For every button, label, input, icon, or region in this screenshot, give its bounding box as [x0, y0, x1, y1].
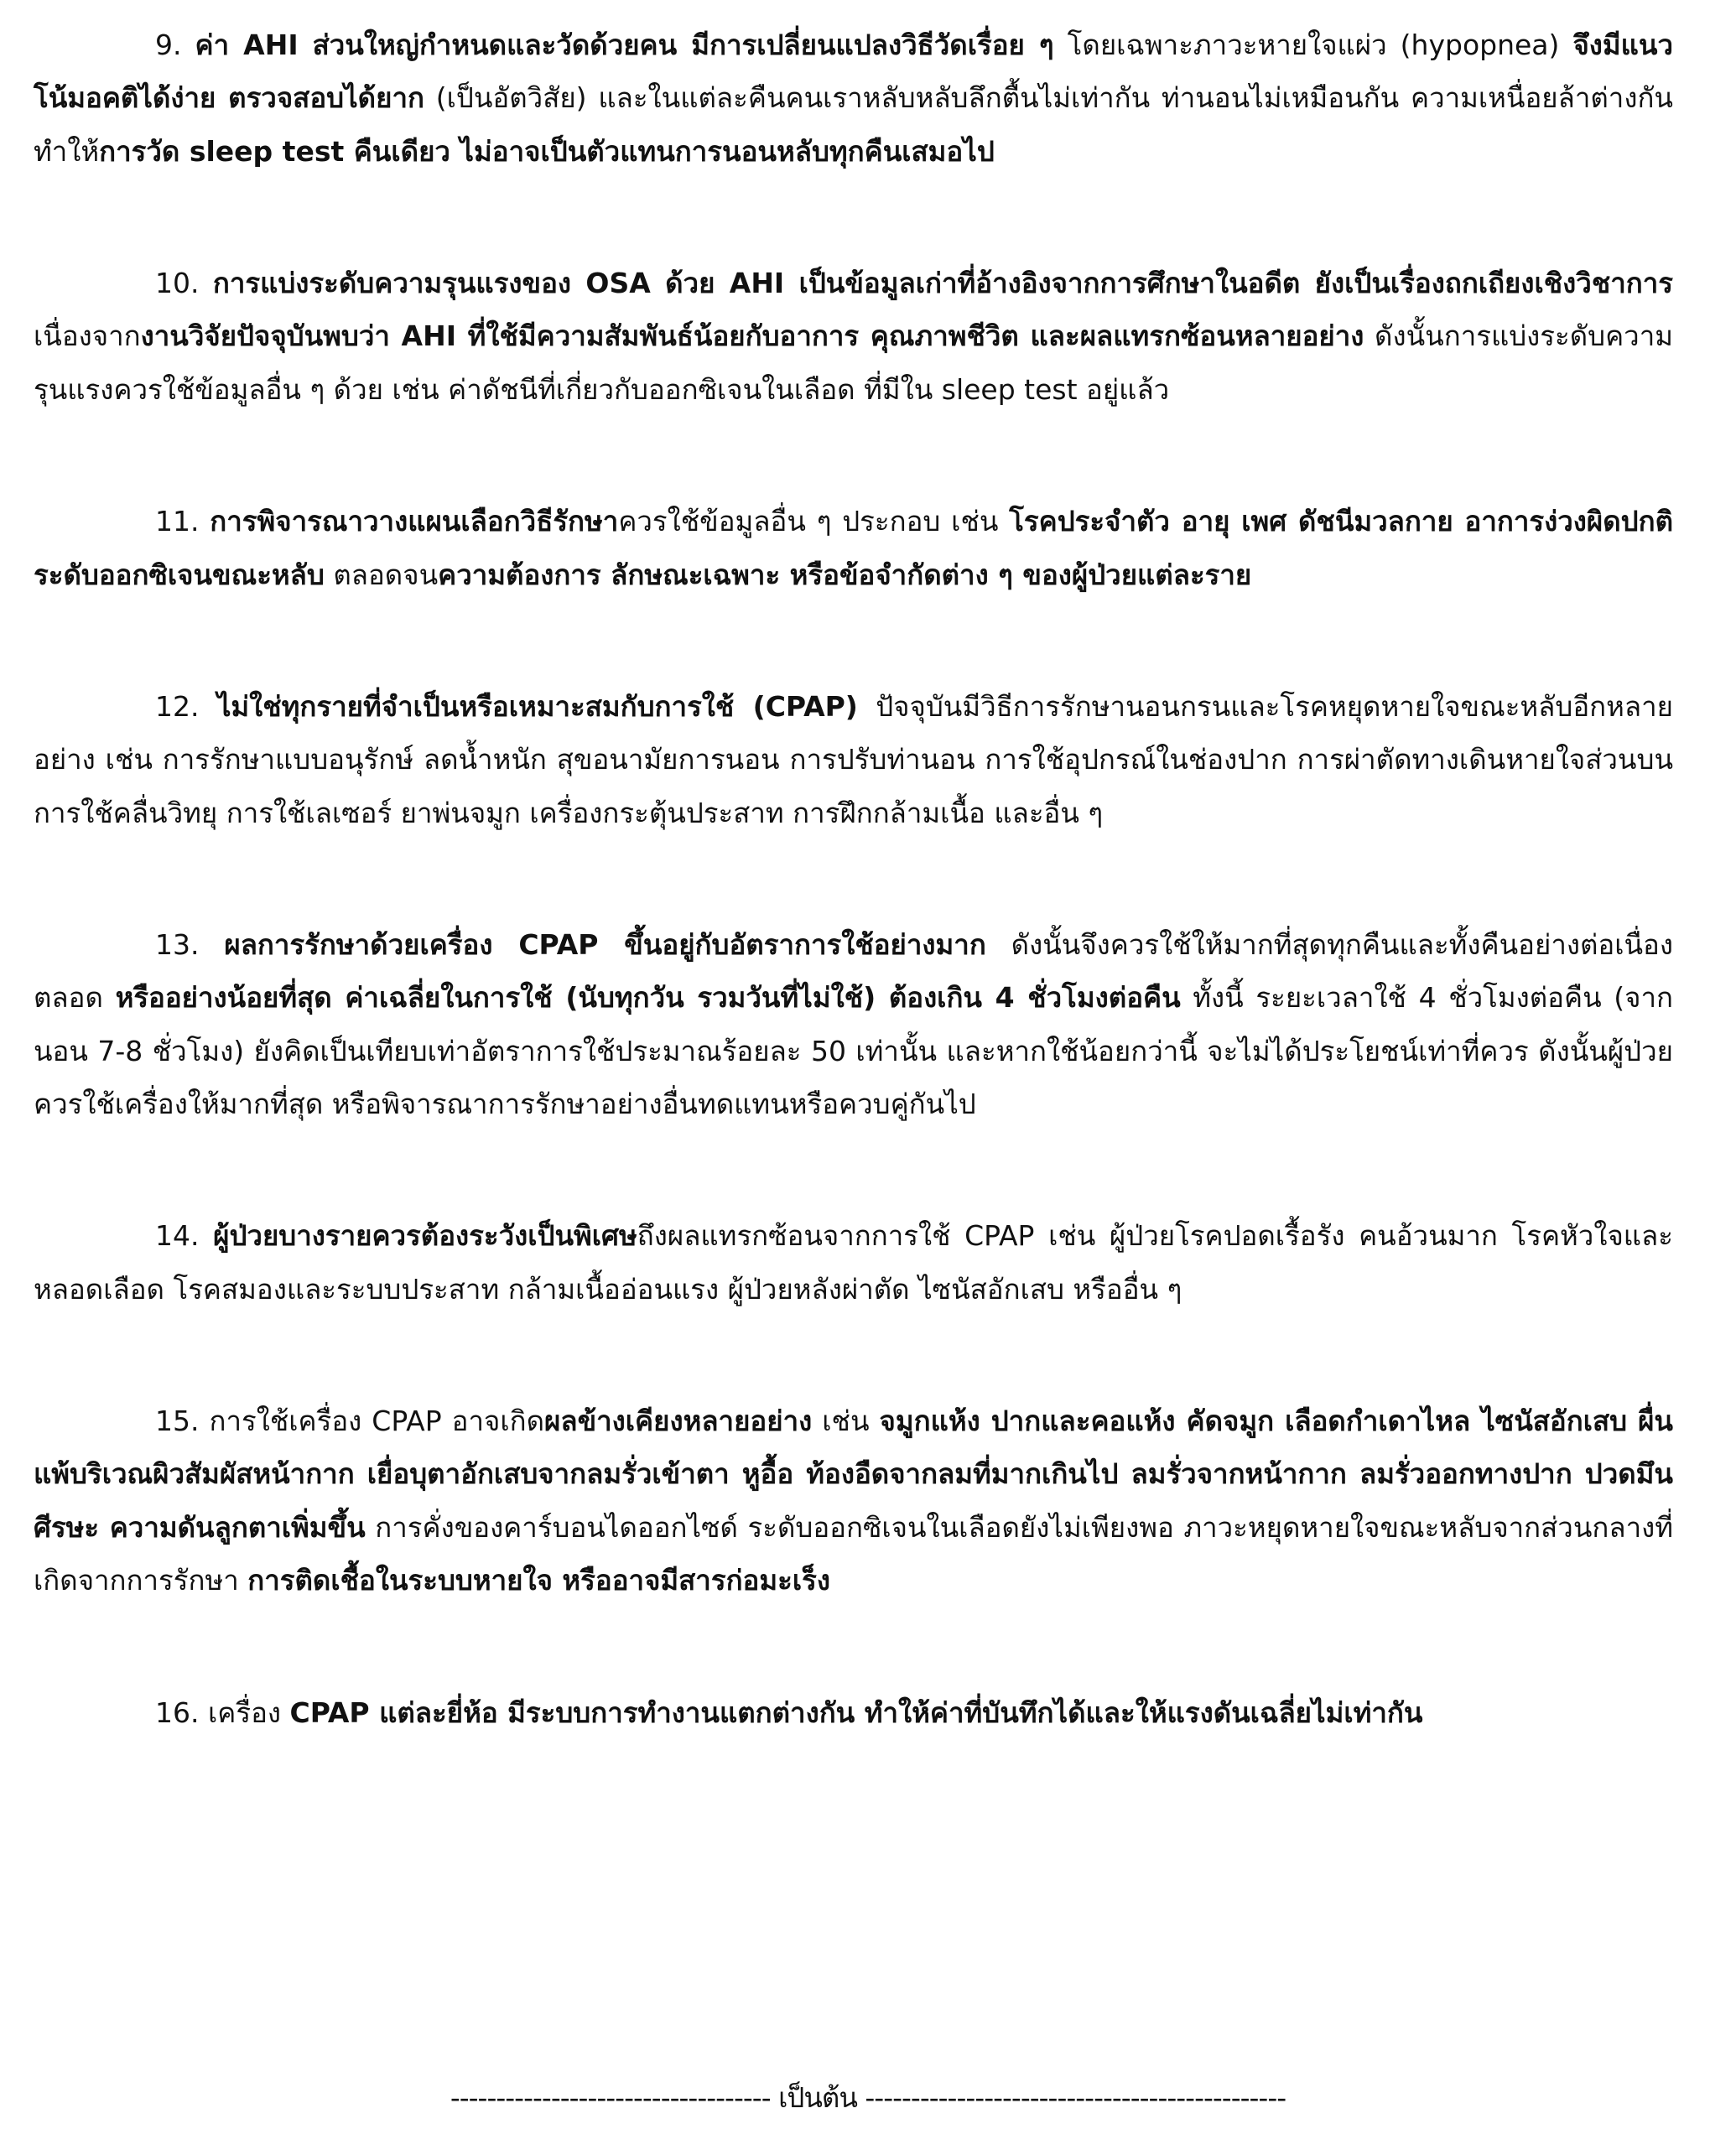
list-item: [34, 1209, 1673, 1316]
emphasis-text: ผลการรักษาด้วยเครื่อง CPAP ขึ้นอยู่กับอัตราการใช้อย่างมาก: [224, 927, 986, 961]
body-text: ดังนั้นจึงควรใช้ให้มากที่สุดทุกคืนและทั้งคืนอย่างต่อเนื่องตลอด: [34, 927, 1673, 1015]
list-item: [34, 680, 1673, 839]
emphasis-text: การพิจารณาวางแผนเลือกวิธีรักษา: [210, 505, 619, 538]
body-text: การคั่งของคาร์บอนไดออกไซด์ ระดับออกซิเจนในเลือดยังไม่เพียงพอ ภาวะหยุดหายใจขณะหลับจากส่วนกลางที่เกิดจากการรักษา: [34, 1510, 1673, 1597]
emphasis-text: การวัด sleep test คืนเดียว ไม่อาจเป็นตัวแทนการนอนหลับทุกคืนเสมอไป: [99, 134, 995, 168]
emphasis-text: งานวิจัยปัจจุบันพบว่า AHI ที่ใช้มีความสัมพันธ์น้อยกับอาการ คุณภาพชีวิต และผลแทรกซ้อนหลายอย่าง: [140, 319, 1364, 353]
body-text: เนื่องจาก: [34, 319, 141, 353]
body-text: เครื่อง: [207, 1695, 290, 1729]
emphasis-text: ไม่ใช่ทุกรายที่จำเป็นหรือเหมาะสมกับการใช้ (CPAP): [216, 689, 858, 723]
item-number: 10.: [155, 267, 200, 300]
item-number: 16.: [155, 1695, 200, 1729]
footer-label: เป็นต้น: [778, 2081, 857, 2114]
body-text: โดยเฉพาะภาวะหายใจแผ่ว (hypopnea): [1053, 29, 1573, 61]
emphasis-text: การติดเชื้อในระบบหายใจ หรืออาจมีสารก่อมะเร็ง: [247, 1564, 830, 1597]
numbered-list: [34, 18, 1673, 1739]
emphasis-text: จึงมีแนวโน้มอคติได้ง่าย ตรวจสอบได้ยาก: [34, 29, 1673, 115]
emphasis-text: ผลข้างเคียงหลายอย่าง: [544, 1405, 813, 1438]
body-text: ตลอดจน: [324, 558, 439, 591]
item-number: 11.: [155, 505, 200, 538]
body-text: ทั้งนี้ ระยะเวลาใช้ 4 ชั่วโมงต่อคืน (จากนอน 7-8 ชั่วโมง) ยังคิดเป็นเทียบเท่าอัตราการใช้ประมาณร้อยละ 50 เท่านั้น และหากใช้น้อยกว่านี้ จะไม่ได้ประโยชน์เท่าที่ควร ดังนั้นผู้ป่วยควรใช้เครื่องให้มากที่สุด หรือพิจารณาการรักษาอย่างอื่นทดแทนหรือควบคู่กันไป: [34, 981, 1674, 1121]
footer-rule-right: ----------------------------------------------: [865, 2081, 1286, 2114]
list-item: [34, 18, 1673, 178]
list-item: [34, 918, 1673, 1130]
body-text: การใช้เครื่อง CPAP อาจเกิด: [209, 1405, 545, 1438]
emphasis-text: จมูกแห้ง ปากและคอแห้ง คัดจมูก เลือดกำเดาไหล ไซนัสอักเสบ ผื่นแพ้บริเวณผิวสัมผัสหน้ากาก เยื่อบุตาอักเสบจากลมรั่วเข้าตา หูอื้อ ท้องอืดจากลมที่มากเกินไป ลมรั่วจากหน้ากาก ลมรั่วออกทางปาก ปวดมึนศีรษะ ความดันลูกตาเพิ่มขึ้น: [34, 1405, 1673, 1544]
body-text: ถึงผลแทรกซ้อนจากการใช้ CPAP เช่น ผู้ป่วยโรคปอดเรื้อรัง คนอ้วนมาก โรคหัวใจและหลอดเลือด โรคสมองและระบบประสาท กล้ามเนื้ออ่อนแรง ผู้ป่วยหลังผ่าตัด ไซนัสอักเสบ หรืออื่น ๆ: [34, 1219, 1673, 1306]
body-text: ควรใช้ข้อมูลอื่น ๆ ประกอบ เช่น: [618, 505, 1010, 538]
item-number: 15.: [155, 1405, 200, 1438]
emphasis-text: ค่า AHI ส่วนใหญ่กำหนดและวัดด้วยคน มีการเปลี่ยนแปลงวิธีวัดเรื่อย ๆ: [195, 29, 1054, 61]
item-number: 9.: [155, 29, 182, 61]
body-text: ปัจจุบันมีวิธีการรักษานอนกรนและโรคหยุดหายใจขณะหลับอีกหลายอย่าง เช่น การรักษาแบบอนุรักษ์ ลดน้ำหนัก สุขอนามัยการนอน การปรับท่านอน การใช้อุปกรณ์ในช่องปาก การผ่าตัดทางเดินหายใจส่วนบน การใช้คลื่นวิทยุ การใช้เลเซอร์ ยาพ่นจมูก เครื่องกระตุ้นประสาท การฝึกกล้ามเนื้อ และอื่น ๆ: [34, 689, 1673, 829]
item-number: 14.: [155, 1219, 200, 1253]
emphasis-text: หรืออย่างน้อยที่สุด ค่าเฉลี่ยในการใช้ (นับทุกวัน รวมวันที่ไม่ใช้) ต้องเกิน 4 ชั่วโมงต่อคืน: [115, 981, 1181, 1015]
body-text: เช่น: [812, 1405, 880, 1438]
emphasis-text: CPAP แต่ละยี่ห้อ มีระบบการทำงานแตกต่างกัน ทำให้ค่าที่บันทึกได้และให้แรงดันเฉลี่ยไม่เท่ากัน: [289, 1695, 1423, 1729]
body-text: (เป็นอัตวิสัย) และในแต่ละคืนคนเราหลับหลับลึกตื้นไม่เท่ากัน ท่านอนไม่เหมือนกัน ความเหนื่อยล้าต่างกัน ทำให้: [34, 81, 1673, 168]
list-item: [34, 257, 1673, 416]
item-number: 13.: [155, 927, 200, 961]
emphasis-text: ผู้ป่วยบางรายควรต้องระวังเป็นพิเศษ: [213, 1219, 637, 1253]
emphasis-text: ความต้องการ ลักษณะเฉพาะ หรือข้อจำกัดต่าง ๆ ของผู้ป่วยแต่ละราย: [438, 558, 1252, 591]
list-item: [34, 1686, 1673, 1739]
list-item: [34, 1394, 1673, 1607]
list-item: [34, 495, 1673, 601]
body-text: ดังนั้นการแบ่งระดับความรุนแรงควรใช้ข้อมูลอื่น ๆ ด้วย เช่น ค่าดัชนีที่เกี่ยวกับออกซิเจนในเลือด ที่มีใน sleep test อยู่แล้ว: [34, 319, 1673, 406]
emphasis-text: โรคประจำตัว อายุ เพศ ดัชนีมวลกาย อาการง่วงผิดปกติ ระดับออกซิเจนขณะหลับ: [34, 505, 1674, 591]
item-number: 12.: [155, 689, 200, 723]
footer-rule-left: -----------------------------------: [450, 2081, 771, 2114]
emphasis-text: การแบ่งระดับความรุนแรงของ OSA ด้วย AHI เป็นข้อมูลเก่าที่อ้างอิงจากการศึกษาในอดีต ยังเป็นเรื่องถกเถียงเชิงวิชาการ: [212, 267, 1673, 300]
footer-line: [0, 2075, 1736, 2120]
document-body: [34, 18, 1673, 1818]
